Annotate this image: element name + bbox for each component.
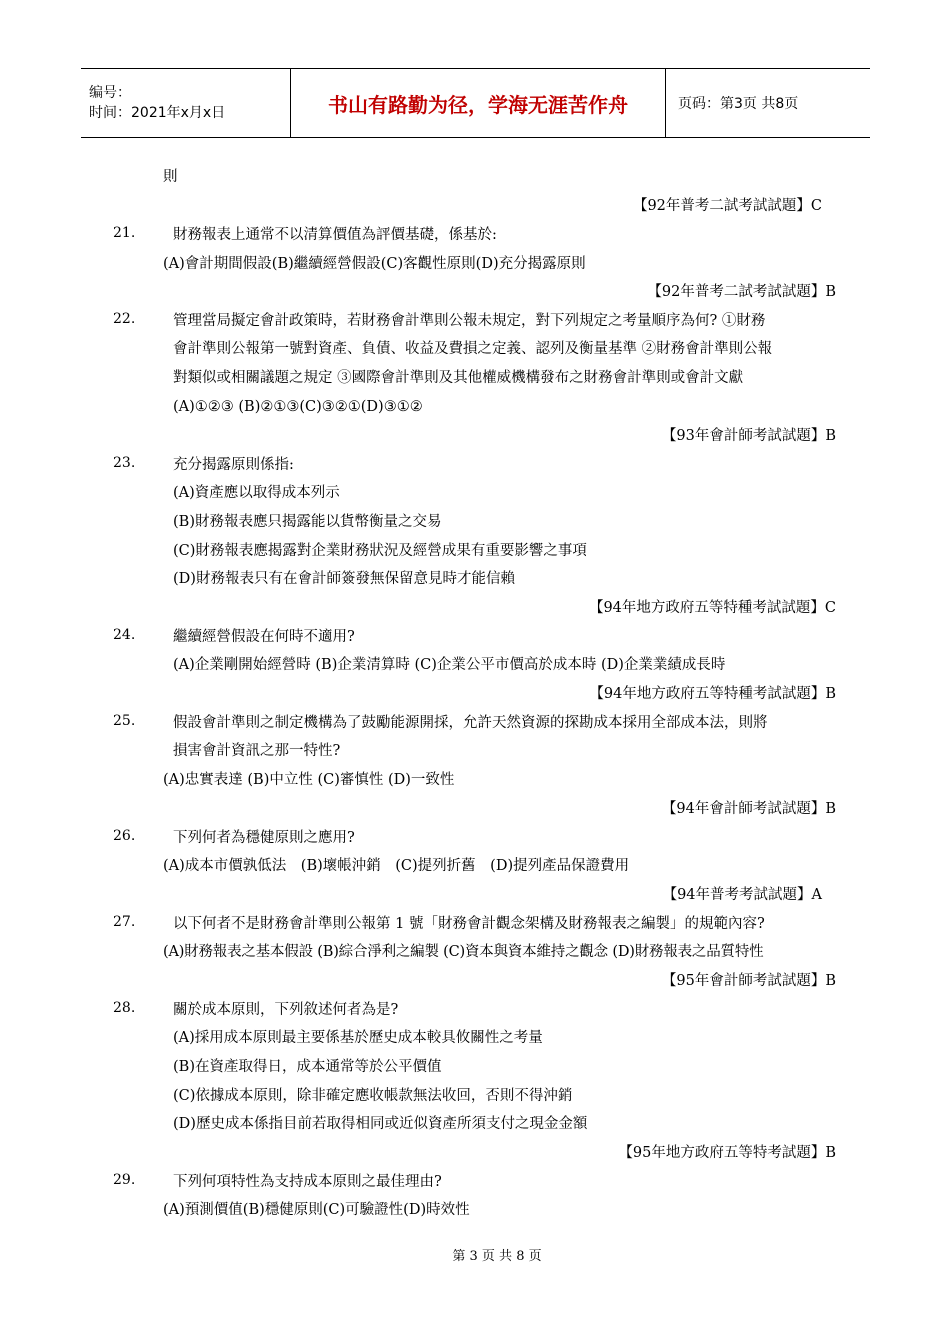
question-source: 【95年地方政府五等特考試題】B [618, 1145, 836, 1161]
question-source: 【95年會計師考試試題】B [661, 973, 836, 989]
question-source: 【94年地方政府五等特種考試試題】C [588, 600, 836, 616]
serial-label: 编号： [89, 85, 131, 101]
question-text: 以下何者不是財務會計準則公報第 1 號「財務會計觀念架構及財務報表之編製」的規範內容? [173, 916, 765, 932]
question-number: 24. [113, 627, 136, 643]
time-label: 时间：2021年x月x日 [89, 105, 226, 121]
question-source: 【94年普考考試試題】A [662, 887, 822, 903]
question-option: (A)資產應以取得成本列示 [173, 485, 340, 501]
question-options: (A)成本市價孰低法 (B)壞帳沖銷 (C)提列折舊 (D)提列產品保證費用 [163, 858, 630, 874]
question-option: (C)依據成本原則，除非確定應收帳款無法收回，否則不得沖銷 [173, 1088, 573, 1104]
question-text: 下列何項特性為支持成本原則之最佳理由? [173, 1174, 442, 1190]
question-text: 假設會計準則之制定機構為了鼓勵能源開採，允許天然資源的探勘成本採用全部成本法，則將 [173, 715, 768, 731]
header-table [81, 68, 870, 138]
question-text: 損害會計資訊之那一特性? [173, 743, 341, 759]
question-text: 下列何者為穩健原則之應用? [173, 830, 355, 846]
question-option: (A)採用成本原則最主要係基於歷史成本較具攸關性之考量 [173, 1030, 543, 1046]
question-option: (C)財務報表應揭露對企業財務狀況及經營成果有重要影響之事項 [173, 543, 587, 559]
leading-source: 【92年普考二試考試試題】C [632, 198, 822, 214]
question-number: 27. [113, 914, 136, 930]
question-text: 財務報表上通常不以清算價值為評價基礎，係基於: [173, 227, 497, 243]
question-number: 28. [113, 1000, 136, 1016]
question-text: 充分揭露原則係指: [173, 457, 294, 473]
header-motto-cell [291, 69, 666, 137]
question-option: (D)財務報表只有在會計師簽發無保留意見時才能信賴 [173, 571, 515, 587]
question-text: 關於成本原則，下列敘述何者為是? [173, 1002, 399, 1018]
question-text: 管理當局擬定會計政策時，若財務會計準則公報未規定，對下列規定之考量順序為何? ①財務 [173, 313, 766, 329]
question-number: 26. [113, 828, 136, 844]
question-source: 【94年地方政府五等特種考試試題】B [589, 686, 836, 702]
question-option: (D)歷史成本係指目前若取得相同或近似資產所須支付之現金金額 [173, 1116, 588, 1132]
motto: 书山有路勤为径，学海无涯苦作舟 [328, 92, 628, 117]
question-options: (A)財務報表之基本假設 (B)綜合淨利之編製 (C)資本與資本維持之觀念 (D)財務報表之品質特性 [163, 944, 764, 960]
question-source: 【93年會計師考試試題】B [661, 428, 836, 444]
leading-line: 則 [163, 169, 178, 185]
question-options: (A)①②③ (B)②①③(C)③②①(D)③①② [173, 399, 423, 415]
header-right-cell [666, 69, 870, 137]
page-label: 页码：第3页 共8页 [678, 96, 799, 112]
question-option: (B)在資產取得日，成本通常等於公平價值 [173, 1059, 442, 1075]
question-option: (B)財務報表應只揭露能以貨幣衡量之交易 [173, 514, 442, 530]
question-text: 會計準則公報第一號對資產、負債、收益及費損之定義、認列及衡量基準 ②財務會計準則公報 [173, 341, 773, 357]
question-options: (A)忠實表達 (B)中立性 (C)審慎性 (D)一致性 [163, 772, 455, 788]
question-number: 23. [113, 455, 136, 471]
header-left-cell [81, 69, 291, 137]
question-source: 【92年普考二試考試試題】B [647, 284, 836, 300]
question-options: (A)預測價值(B)穩健原則(C)可驗證性(D)時效性 [163, 1202, 470, 1218]
page-footer: 第 3 页 共 8 页 [452, 1249, 542, 1264]
question-text: 對類似或相關議題之規定 ③國際會計準則及其他權威機構發布之財務會計準則或會計文獻 [173, 370, 744, 386]
question-text: 繼續經營假設在何時不適用? [173, 629, 355, 645]
question-number: 22. [113, 311, 136, 327]
question-number: 29. [113, 1172, 136, 1188]
question-number: 25. [113, 713, 136, 729]
question-options: (A)企業剛開始經營時 (B)企業清算時 (C)企業公平市價高於成本時 (D)企業業績成長時 [173, 657, 726, 673]
question-number: 21. [113, 225, 136, 241]
question-source: 【94年會計師考試試題】B [661, 801, 836, 817]
question-options: (A)會計期間假設(B)繼續經營假設(C)客觀性原則(D)充分揭露原則 [163, 256, 586, 272]
